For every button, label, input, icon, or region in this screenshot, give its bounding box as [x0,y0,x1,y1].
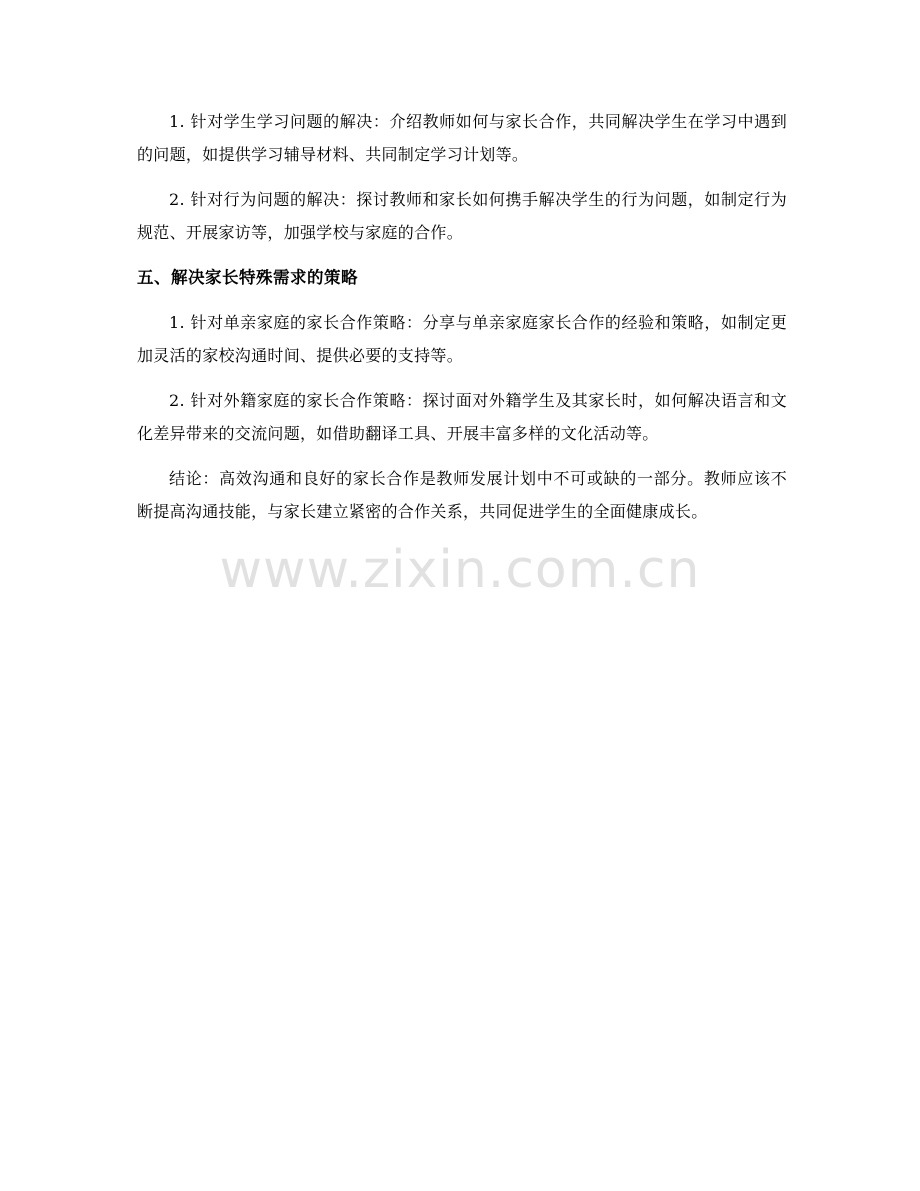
section-heading: 五、解决家长特殊需求的策略 [137,268,358,287]
paragraph-study-problems: 1. 针对学生学习问题的解决：介绍教师如何与家长合作，共同解决学生在学习中遇到的问题，如提供学习辅导材料、共同制定学习计划等。 [137,112,787,164]
paragraph-single-parent: 1. 针对单亲家庭的家长合作策略：分享与单亲家庭家长合作的经验和策略，如制定更加灵活的家校沟通时间、提供必要的支持等。 [137,313,787,365]
paragraph-conclusion: 结论：高效沟通和良好的家长合作是教师发展计划中不可或缺的一部分。教师应该不断提高沟通技能，与家长建立紧密的合作关系，共同促进学生的全面健康成长。 [137,469,787,521]
watermark: www.zixin.com.cn [219,540,701,600]
document-body [137,105,787,540]
paragraph-behavior-problems: 2. 针对行为问题的解决：探讨教师和家长如何携手解决学生的行为问题，如制定行为规范、开展家访等，加强学校与家庭的合作。 [137,190,787,242]
paragraph-foreign-family: 2. 针对外籍家庭的家长合作策略：探讨面对外籍学生及其家长时，如何解决语言和文化差异带来的交流问题，如借助翻译工具、开展丰富多样的文化活动等。 [137,391,787,443]
